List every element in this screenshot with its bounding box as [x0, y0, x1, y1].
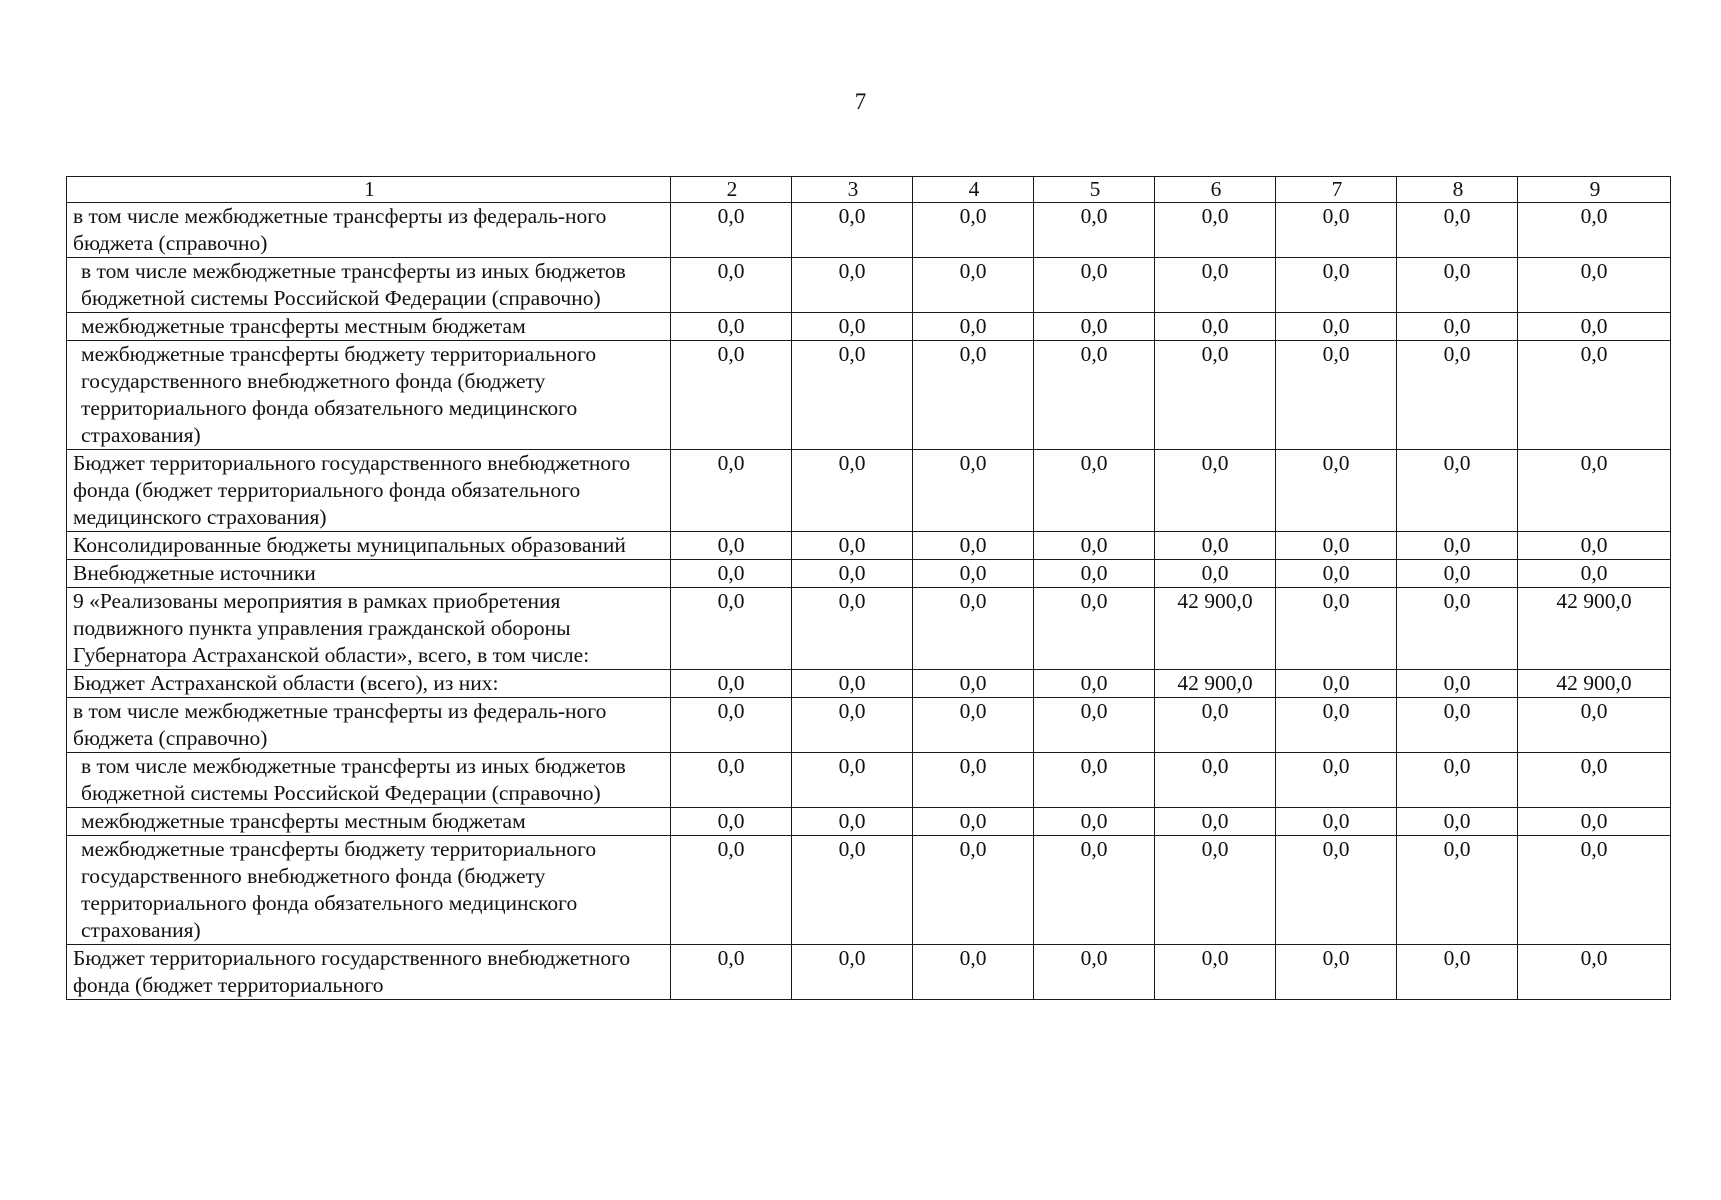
table-row [67, 753, 1671, 808]
header-row [67, 177, 1671, 203]
table-row [67, 698, 1671, 753]
row-value: 0,0 [1397, 532, 1518, 560]
row-value: 0,0 [1034, 313, 1155, 341]
row-value: 0,0 [792, 258, 913, 313]
column-header: 3 [792, 177, 913, 203]
row-value: 0,0 [1276, 203, 1397, 258]
row-value: 0,0 [671, 341, 792, 450]
row-value: 0,0 [671, 670, 792, 698]
row-value: 0,0 [913, 258, 1034, 313]
row-value: 0,0 [1276, 341, 1397, 450]
row-description: в том числе межбюджетные трансферты из иных бюджетов бюджетной системы Российской Федерации (справочно) [67, 258, 671, 313]
row-value: 0,0 [1276, 670, 1397, 698]
row-value: 0,0 [671, 313, 792, 341]
row-description: в том числе межбюджетные трансферты из федераль-ного бюджета (справочно) [67, 203, 671, 258]
row-value: 0,0 [792, 532, 913, 560]
row-value: 0,0 [1155, 836, 1276, 945]
row-value: 0,0 [1397, 203, 1518, 258]
row-value: 0,0 [792, 753, 913, 808]
row-value: 0,0 [1034, 588, 1155, 670]
row-value: 42 900,0 [1155, 588, 1276, 670]
row-value: 0,0 [1518, 808, 1671, 836]
row-value: 0,0 [1155, 341, 1276, 450]
table-row [67, 341, 1671, 450]
row-value: 0,0 [1397, 808, 1518, 836]
row-value: 42 900,0 [1518, 670, 1671, 698]
row-value: 0,0 [792, 203, 913, 258]
row-value: 0,0 [671, 450, 792, 532]
row-value: 42 900,0 [1155, 670, 1276, 698]
row-value: 0,0 [1034, 560, 1155, 588]
row-value: 0,0 [1518, 532, 1671, 560]
row-description: Бюджет территориального государственного внебюджетного фонда (бюджет территориального [67, 945, 671, 1000]
row-value: 0,0 [1155, 450, 1276, 532]
row-value: 0,0 [913, 753, 1034, 808]
row-value: 0,0 [1518, 203, 1671, 258]
row-value: 0,0 [792, 698, 913, 753]
page-number: 7 [854, 89, 867, 114]
row-value: 0,0 [1034, 698, 1155, 753]
table-row [67, 313, 1671, 341]
row-value: 0,0 [1397, 753, 1518, 808]
row-value: 0,0 [913, 532, 1034, 560]
row-value: 0,0 [1155, 753, 1276, 808]
table-row [67, 808, 1671, 836]
row-value: 0,0 [913, 560, 1034, 588]
row-value: 0,0 [1518, 945, 1671, 1000]
row-description: в том числе межбюджетные трансферты из федераль-ного бюджета (справочно) [67, 698, 671, 753]
row-value: 0,0 [1276, 313, 1397, 341]
row-description: в том числе межбюджетные трансферты из иных бюджетов бюджетной системы Российской Федерации (справочно) [67, 753, 671, 808]
row-value: 0,0 [1397, 588, 1518, 670]
row-value: 0,0 [671, 836, 792, 945]
column-header: 1 [67, 177, 671, 203]
row-value: 0,0 [1276, 836, 1397, 945]
row-value: 0,0 [1034, 258, 1155, 313]
row-value: 0,0 [1397, 945, 1518, 1000]
row-value: 0,0 [792, 450, 913, 532]
row-value: 0,0 [1276, 588, 1397, 670]
row-value: 0,0 [671, 808, 792, 836]
row-value: 0,0 [913, 588, 1034, 670]
row-value: 0,0 [671, 560, 792, 588]
row-value: 0,0 [913, 698, 1034, 753]
row-value: 0,0 [792, 341, 913, 450]
row-value: 0,0 [1276, 753, 1397, 808]
table-row [67, 945, 1671, 1000]
row-value: 0,0 [1155, 808, 1276, 836]
row-value: 0,0 [671, 532, 792, 560]
budget-table [66, 176, 1671, 1000]
row-value: 0,0 [1276, 560, 1397, 588]
row-value: 0,0 [792, 670, 913, 698]
column-header: 6 [1155, 177, 1276, 203]
row-value: 0,0 [1276, 808, 1397, 836]
row-value: 0,0 [1155, 560, 1276, 588]
row-value: 0,0 [913, 203, 1034, 258]
row-value: 0,0 [913, 808, 1034, 836]
row-description: межбюджетные трансферты бюджету территориального государственного внебюджетного фонда (бюджету территориального фонда обязательного медицинского страхования) [67, 836, 671, 945]
row-value: 0,0 [1034, 341, 1155, 450]
row-description: Бюджет территориального государственного внебюджетного фонда (бюджет территориального фонда обязательного медицинского страхования) [67, 450, 671, 532]
column-header: 9 [1518, 177, 1671, 203]
row-value: 0,0 [1034, 670, 1155, 698]
row-value: 0,0 [1155, 945, 1276, 1000]
table-row [67, 532, 1671, 560]
row-value: 0,0 [1276, 450, 1397, 532]
row-value: 0,0 [1034, 808, 1155, 836]
row-value: 0,0 [1276, 698, 1397, 753]
row-value: 0,0 [792, 560, 913, 588]
column-header: 8 [1397, 177, 1518, 203]
row-value: 0,0 [1155, 258, 1276, 313]
row-value: 0,0 [913, 945, 1034, 1000]
row-value: 0,0 [1518, 698, 1671, 753]
row-description: Внебюджетные источники [67, 560, 671, 588]
row-value: 0,0 [1397, 313, 1518, 341]
table-row [67, 203, 1671, 258]
row-value: 0,0 [792, 836, 913, 945]
table-row [67, 588, 1671, 670]
row-value: 0,0 [913, 836, 1034, 945]
column-header: 4 [913, 177, 1034, 203]
row-description: межбюджетные трансферты местным бюджетам [67, 313, 671, 341]
row-value: 0,0 [1397, 670, 1518, 698]
column-header: 2 [671, 177, 792, 203]
row-description: 9 «Реализованы мероприятия в рамках приобретения подвижного пункта управления гражданской обороны Губернатора Астраханской области», всего, в том числе: [67, 588, 671, 670]
row-description: межбюджетные трансферты бюджету территориального государственного внебюджетного фонда (бюджету территориального фонда обязательного медицинского страхования) [67, 341, 671, 450]
row-value: 0,0 [1397, 836, 1518, 945]
row-value: 0,0 [1034, 945, 1155, 1000]
row-value: 0,0 [1397, 258, 1518, 313]
row-value: 0,0 [1155, 698, 1276, 753]
row-value: 0,0 [1034, 203, 1155, 258]
row-value: 0,0 [913, 670, 1034, 698]
row-value: 0,0 [1155, 203, 1276, 258]
row-value: 0,0 [1034, 532, 1155, 560]
row-value: 0,0 [671, 258, 792, 313]
table-row [67, 670, 1671, 698]
row-value: 0,0 [1155, 313, 1276, 341]
row-value: 0,0 [671, 753, 792, 808]
row-value: 0,0 [1518, 341, 1671, 450]
row-value: 0,0 [1397, 698, 1518, 753]
row-description: межбюджетные трансферты местным бюджетам [67, 808, 671, 836]
row-value: 0,0 [671, 588, 792, 670]
table-row [67, 258, 1671, 313]
row-value: 0,0 [1276, 532, 1397, 560]
row-value: 0,0 [1518, 560, 1671, 588]
row-value: 0,0 [671, 698, 792, 753]
row-value: 0,0 [1518, 836, 1671, 945]
row-value: 0,0 [671, 203, 792, 258]
row-value: 0,0 [1397, 560, 1518, 588]
row-value: 0,0 [913, 341, 1034, 450]
row-value: 0,0 [1518, 258, 1671, 313]
row-value: 0,0 [792, 313, 913, 341]
row-value: 0,0 [1397, 341, 1518, 450]
row-value: 0,0 [792, 588, 913, 670]
row-value: 0,0 [1155, 532, 1276, 560]
table-row [67, 560, 1671, 588]
table-row [67, 450, 1671, 532]
row-value: 0,0 [1518, 313, 1671, 341]
row-value: 0,0 [1276, 258, 1397, 313]
row-value: 0,0 [1397, 450, 1518, 532]
row-description: Бюджет Астраханской области (всего), из них: [67, 670, 671, 698]
row-value: 0,0 [671, 945, 792, 1000]
row-value: 0,0 [1518, 753, 1671, 808]
row-value: 0,0 [1518, 450, 1671, 532]
table-row [67, 836, 1671, 945]
row-value: 0,0 [913, 313, 1034, 341]
row-value: 0,0 [1276, 945, 1397, 1000]
column-header: 7 [1276, 177, 1397, 203]
row-description: Консолидированные бюджеты муниципальных образований [67, 532, 671, 560]
row-value: 0,0 [1034, 450, 1155, 532]
column-header: 5 [1034, 177, 1155, 203]
row-value: 0,0 [792, 945, 913, 1000]
row-value: 0,0 [913, 450, 1034, 532]
row-value: 42 900,0 [1518, 588, 1671, 670]
row-value: 0,0 [792, 808, 913, 836]
row-value: 0,0 [1034, 836, 1155, 945]
row-value: 0,0 [1034, 753, 1155, 808]
